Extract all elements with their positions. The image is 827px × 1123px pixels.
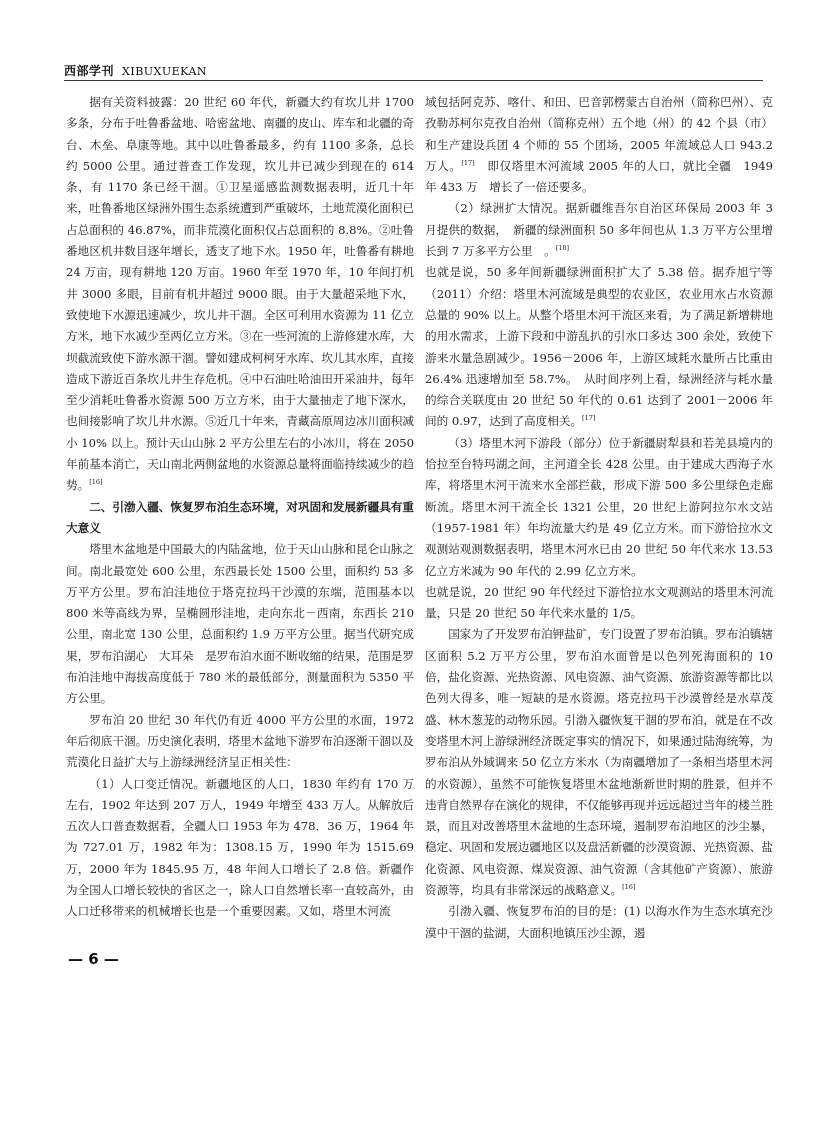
citation[interactable]: [18] bbox=[555, 244, 570, 253]
paragraph: 罗布泊 20 世纪 30 年代仍有近 4000 平方公里的水面，1972 年后彻底干涸。历史演化表明，塔里木盆地下游罗布泊逐渐干涸以及荒漠化日益扩大与上游绿洲经济呈正相关性： bbox=[66, 712, 414, 770]
journal-title-en: XIBUXUEKAN bbox=[122, 65, 208, 78]
citation[interactable]: [17] bbox=[461, 159, 475, 168]
page-number: — 6 — bbox=[68, 949, 119, 968]
journal-header bbox=[64, 62, 207, 79]
journal-title-cn: 西部学刊 bbox=[64, 64, 115, 78]
paragraph: 引渤入疆、恢复罗布泊的目的是：(1) 以海水作为生态水填充沙漠中干涸的盐湖，大面积地镇压沙尘源，遏 bbox=[425, 904, 773, 940]
paragraph: （1）人口变迁情况。新疆地区的人口，1830 年约有 170 万左右，1902 年达到 207 万人，1949 年增至 433 万人。从解放后五次人口普查数据看，全疆人口 1953 年为 478．36 万，1964 年为 727.01 万，1982 年为：1308.15 万，1990 年为 1515.69 万，2000 年为 1845.95 万，48 年间人口增长了 2.8 倍。新疆作为全国人口增长较快的省区之一，除人口自然增长率一直较高外，由人口迁移带来的机械增长也是一个重要因素。又如，塔里木河流 bbox=[66, 776, 414, 919]
right-column bbox=[425, 92, 773, 944]
paragraph: 国家为了开发罗布泊钾盐矿，专门设置了罗布泊镇。罗布泊镇辖区面积 5.2 万平方公里，罗布泊水面曾是以色列死海面积的 10 倍，盐化资源、光热资源、风电资源、油气资源、旅游资源等都比以色列大得多，唯一短缺的是水资源。塔克拉玛干沙漠曾经是水草茂盛、林木葱茏的动物乐园。引渤入疆恢复干涸的罗布泊，就是在不改变塔里木河上游绿洲经济既定事实的情况下，如果通过陆海统筹，为罗布泊从外域调来 50 亿立方米水（为南疆增加了一条相当塔里木河的水资源），虽然不可能恢复塔里木盆地渐新世时期的胜景，但并不违背自然界存在演化的规律，不仅能够再现并远远超过当年的楼兰胜景，而且对改善塔里木盆地的生态环境，遏制罗布泊地区的沙尘暴，稳定、巩固和发展边疆地区以及盘活新疆的沙漠资源、光热资源、盐化资源、风电资源、煤炭资源、油气资源（含其他矿产资源）、旅游资源等，均具有非常深远的战略意义。[16] bbox=[425, 627, 773, 897]
paragraph: （2）绿洲扩大情况。据新疆维吾尔自治区环保局 2003 年 3 月提供的数据， 新疆的绿洲面积 50 多年间也从 1.3 万平方公里增长到 7 万多平方公里 。[18] bbox=[425, 201, 773, 259]
paragraph: 塔里木盆地是中国最大的内陆盆地，位于天山山脉和昆仑山脉之间。南北最宽处 600 公里，东西最长处 1500 公里，面积约 53 多万平方公里。罗布泊洼地位于塔克拉玛干沙漠的东端，范围基本以 800 米等高线为界，呈椭圆形洼地，走向东北－西南，东西长 210 公里，南北宽 130 公里，总面积约 1.9 万平方公里。据当代研究成果，罗布泊湖心 大耳朵 是罗布泊水面不断收缩的结果，范围是罗布泊洼地中海拔高度低于 780 米的最低部分，测量面积为 5350 平方公里。 bbox=[66, 542, 414, 706]
section-heading: 二、引渤入疆、恢复罗布泊生态环境，对巩固和发展新疆具有重大意义 bbox=[66, 499, 414, 535]
paragraph: 也就是说，50 多年间新疆绿洲面积扩大了 5.38 倍。据乔旭宁等（2011）介绍：塔里木河流域是典型的农业区，农业用水占水资源总量的 90% 以上。从整个塔里木河干流区来看，为了满足新增耕地的用水需求，上游下段和中游乱扒的引水口多达 300 余处，致使下游来水量急剧减少。1956－2006 年，上游区域耗水量所占比重由 26.4% 迅速增加至 58.7%。 从时间序列上看，绿洲经济与耗水量的综合关联度由 20 世纪 50 年代的 0.61 达到了 2001－2006 年间的 0.97，达到了高度相关。[17] bbox=[425, 265, 773, 429]
citation[interactable]: [17] bbox=[582, 414, 596, 423]
left-column bbox=[66, 92, 414, 923]
paragraph: 域包括阿克苏、喀什、和田、巴音郭楞蒙古自治州（简称巴州）、克孜勒苏柯尔克孜自治州（简称克州）五个地（州）的 42 个县（市）和生产建设兵团 4 个师的 55 个团场，2005 年流域总人口 943.2 万人。[17] 即仅塔里木河流域 2005 年的人口，就比全疆 1949 年 433 万 增长了一倍还要多。 bbox=[425, 95, 773, 195]
paragraph: 也就是说，20 世纪 90 年代经过下游恰拉水文观测站的塔里木河流量，只是 20 世纪 50 年代来水量的 1/5。 bbox=[425, 584, 773, 621]
paragraph: 据有关资料披露：20 世纪 60 年代，新疆大约有坎儿井 1700 多条，分布于吐鲁番盆地、哈密盆地、南疆的皮山、库车和北疆的奇台、木垒、阜康等地。其中以吐鲁番最多，约有 1100 多条，总长约 5000 公里。通过普查工作发现，坎儿井已减少到现在的 614 条，有 1170 条已经干涸。①卫星遥感监测数据表明，近几十年来，吐鲁番地区绿洲外围生态系统遭到严重破坏，土地荒漠化面积已占总面积的 46.87%，而非荒漠化面积仅占总面积的 8.8%。②吐鲁番地区机井数目逐年增长，透支了地下水。1950 年，吐鲁番有耕地 24 万亩，现有耕地 120 万亩。1960 年至 1970 年，10 年间打机井 3000 多眼，目前有机井超过 9000 眼。由于大量超采地下水，致使地下水源迅速减少，坎儿井干涸。全区可利用水资源为 11 亿立方米，地下水减少至两亿立方米。③在一些河流的上游修建水库，大坝截流致使下游水源干涸。譬如建成柯柯牙水库、坎儿其水库，直接造成下游近百条坎儿井生存危机。④中石油吐哈油田开采油井，每年至少消耗吐鲁番水资源 500 万立方米，由于大量抽走了地下深水，也间接影响了坎儿井水源。⑤近几十年来，青藏高原周边冰川面积减小 10% 以上。预计天山山脉 2 平方公里左右的小冰川，将在 2050 年前基本消亡，天山南北两侧盆地的水资源总量将面临持续减少的趋势。[16] bbox=[66, 95, 414, 493]
header-divider bbox=[64, 80, 763, 81]
citation[interactable]: [16] bbox=[89, 478, 103, 487]
paragraph: （3）塔里木河下游段（部分）位于新疆尉犁县和若羌县境内的恰拉至台特玛湖之间，主河道全长 428 公里。由于建成大西海子水库，将塔里木河干流来水全部拦截，形成下游 500 多公里绿色走廊断流。塔里木河干流全长 1321 公里，20 世纪上游阿拉尔水文站（1957-1981 年）年均流量大约是 49 亿立方米。而下游恰拉水文观测站观测数据表明，塔里木河水已由 20 世纪 50 年代来水 13.53 亿立方米减为 90 年代的 2.99 亿立方米。 bbox=[425, 435, 773, 578]
citation[interactable]: [16] bbox=[622, 883, 636, 892]
